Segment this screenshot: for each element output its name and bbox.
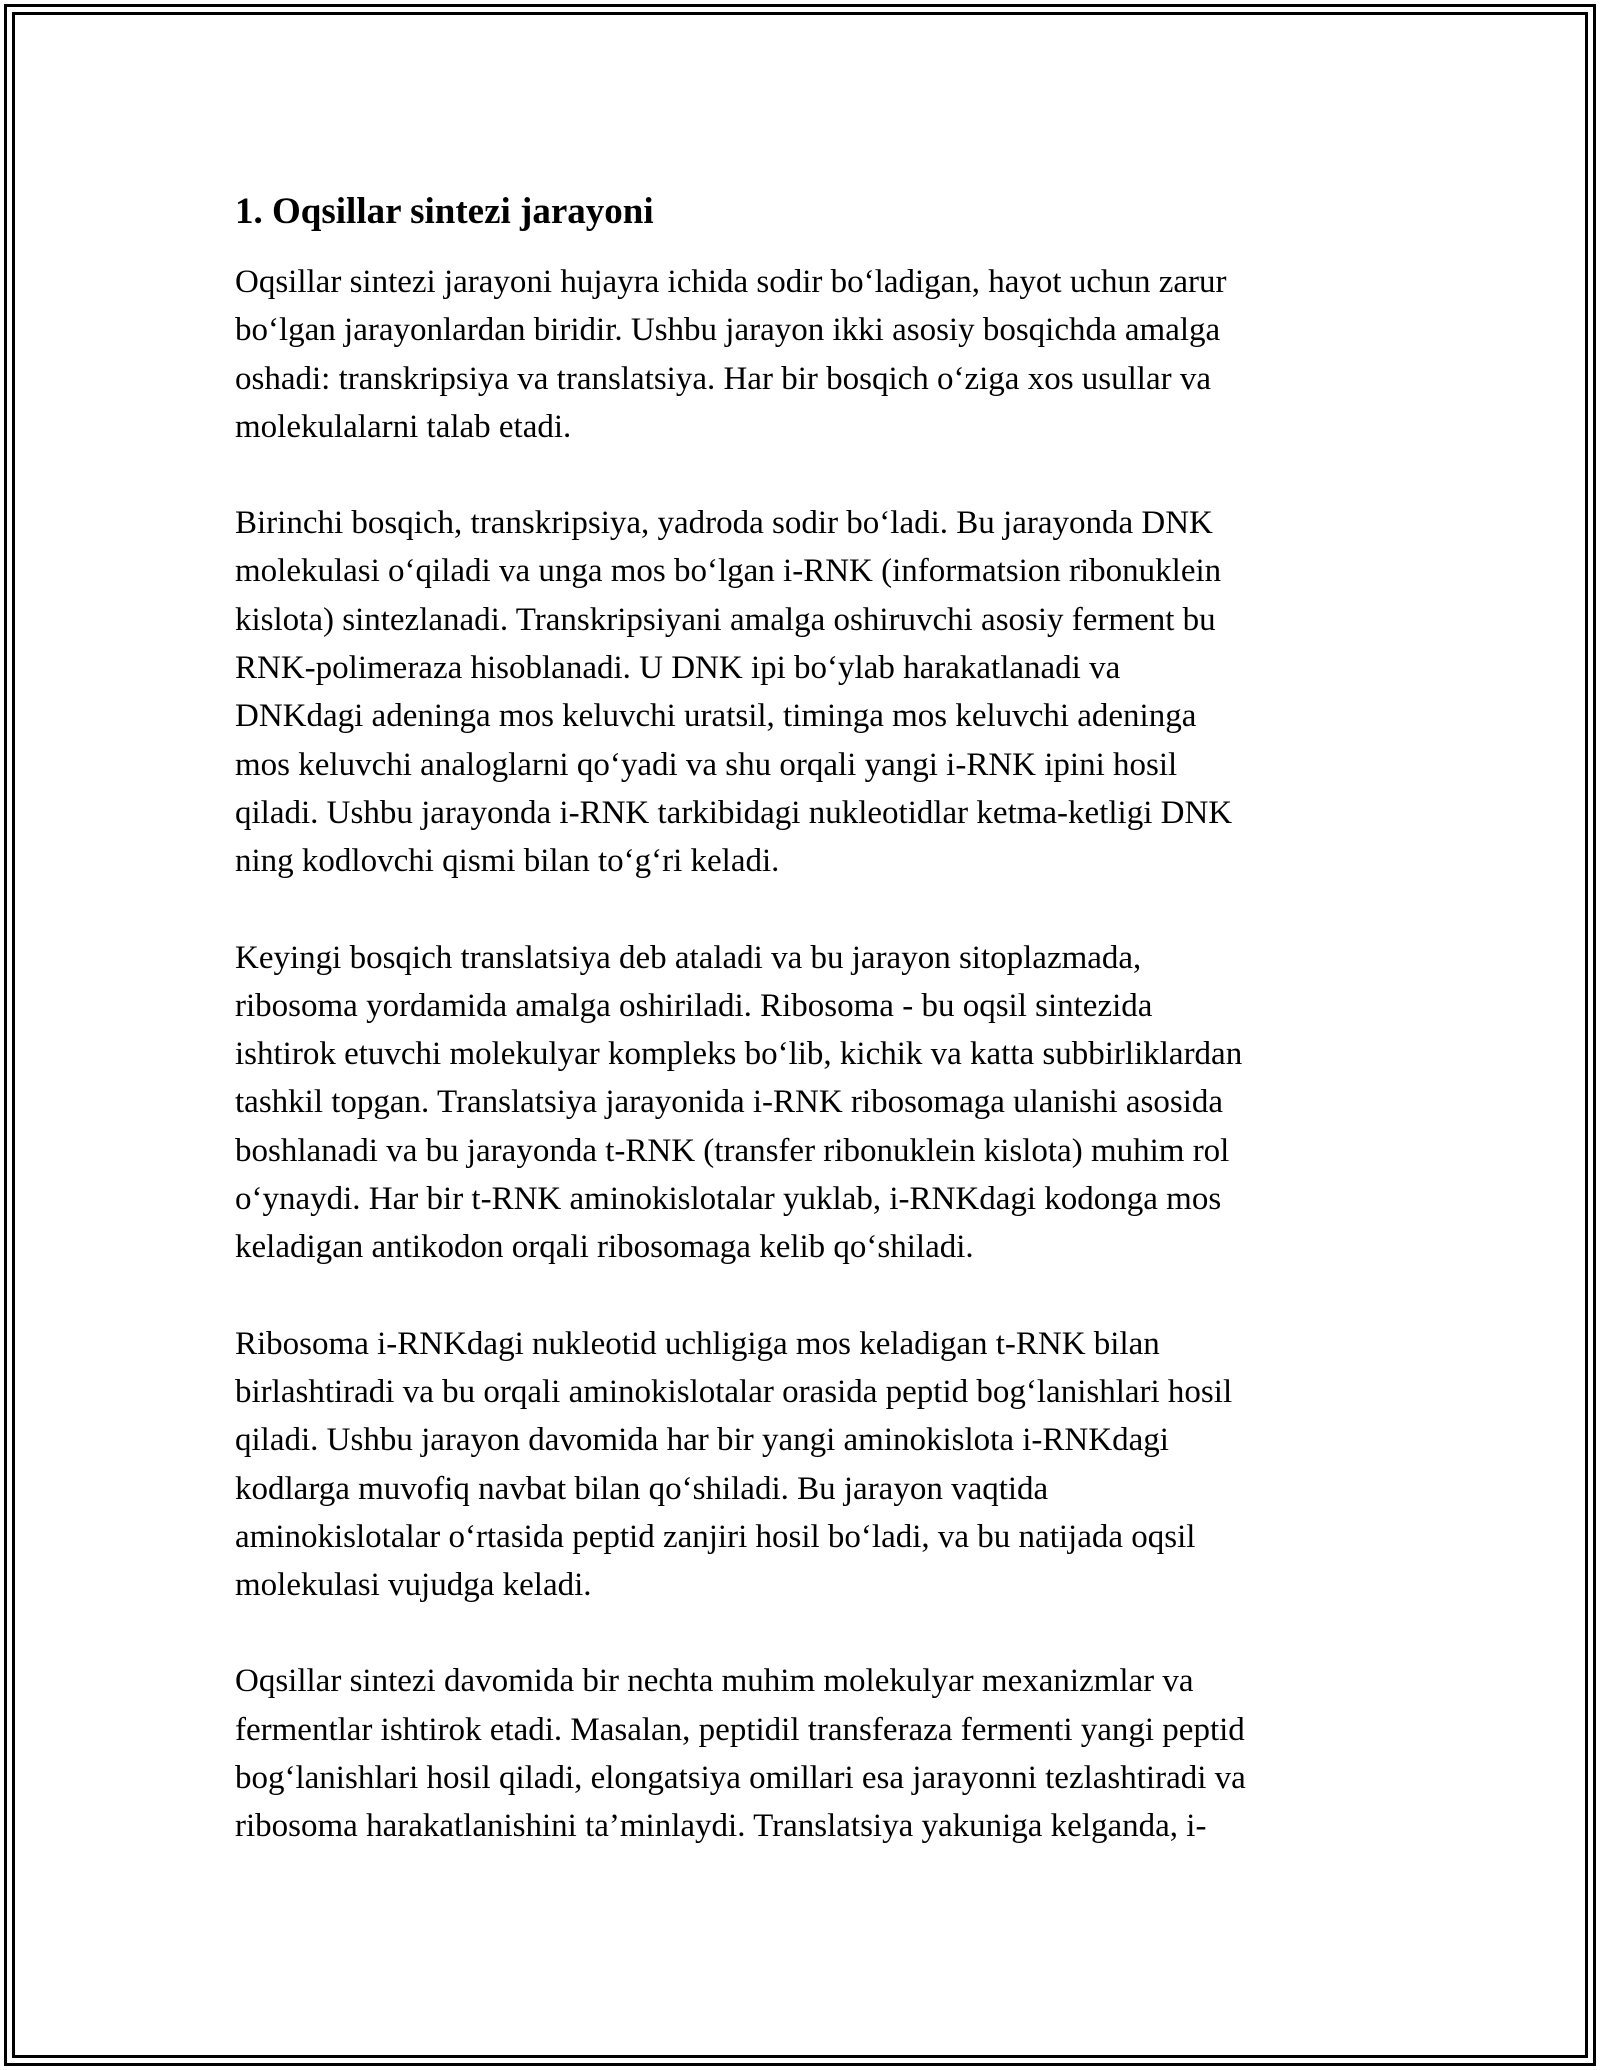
text-line: oshadi: transkripsiya va translatsiya. Har bir bosqich o‘ziga xos usullar va [235,360,1212,397]
paragraph-1 [235,258,1380,451]
text-line: mos keluvchi analoglarni qo‘yadi va shu orqali yangi i-RNK ipini hosil [235,746,1178,783]
text-line: qiladi. Ushbu jarayon davomida har bir yangi aminokislota i-RNKdagi [235,1422,1169,1459]
text-line: ishtirok etuvchi molekulyar kompleks bo‘lib, kichik va katta subbirliklardan [235,1036,1243,1073]
text-line: Oqsillar sintezi davomida bir nechta muhim molekulyar mexanizmlar va [235,1663,1194,1700]
text-line: Birinchi bosqich, transkripsiya, yadroda sodir bo‘ladi. Bu jarayonda DNK [235,505,1213,542]
text-line: Oqsillar sintezi jarayoni hujayra ichida sodir bo‘ladigan, hayot uchun zarur [235,264,1227,300]
section-heading: 1. Oqsillar sintezi jarayoni [235,191,654,232]
text-line: fermentlar ishtirok etadi. Masalan, peptidil transferaza fermenti yangi peptid [235,1711,1245,1748]
text-line: bog‘lanishlari hosil qiladi, elongatsiya omillari esa jarayonni tezlashtiradi va [235,1760,1246,1797]
text-line: qiladi. Ushbu jarayonda i-RNK tarkibidagi nukleotidlar ketma-ketligi DNK [235,794,1233,831]
text-line: birlashtiradi va bu orqali aminokislotalar orasida peptid bog‘lanishlari hosil [235,1373,1233,1410]
paragraph-3 [235,934,1380,1272]
text-line: aminokislotalar o‘rtasida peptid zanjiri hosil bo‘ladi, va bu natijada oqsil [235,1518,1196,1555]
text-line: keladigan antikodon orqali ribosomaga kelib qo‘shiladi. [235,1229,974,1266]
text-line: kislota) sintezlanadi. Transkripsiyani amalga oshiruvchi asosiy ferment bu [235,601,1216,638]
text-line: boshlanadi va bu jarayonda t-RNK (transfer ribonuklein kislota) muhim rol [235,1132,1230,1169]
paragraph-2 [235,499,1380,885]
text-line: ribosoma harakatlanishini ta’minlaydi. Translatsiya yakuniga kelganda, i- [235,1808,1207,1845]
text-line: Keyingi bosqich translatsiya deb ataladi va bu jarayon sitoplazmada, [235,939,1142,976]
text-line: DNKdagi adeninga mos keluvchi uratsil, timinga mos keluvchi adeninga [235,698,1197,735]
text-line: ribosoma yordamida amalga oshiriladi. Ribosoma - bu oqsil sintezida [235,987,1153,1024]
text-line: molekulasi vujudga keladi. [235,1567,592,1604]
text-line: molekulalarni talab etadi. [235,408,572,445]
text-line: ning kodlovchi qismi bilan to‘g‘ri keladi. [235,843,780,880]
text-line: o‘ynaydi. Har bir t-RNK aminokislotalar yuklab, i-RNKdagi kodonga mos [235,1181,1222,1218]
text-line: RNK-polimeraza hisoblanadi. U DNK ipi bo‘ylab harakatlanadi va [235,650,1121,687]
text-line: tashkil topgan. Translatsiya jarayonida i-RNK ribosomaga ulanishi asosida [235,1084,1224,1121]
text-line: Ribosoma i-RNKdagi nukleotid uchligiga mos keladigan t-RNK bilan [235,1325,1160,1362]
text-line: kodlarga muvofiq navbat bilan qo‘shiladi. Bu jarayon vaqtida [235,1470,1049,1507]
paragraph-4 [235,1320,1380,1610]
document-body [235,188,1380,1899]
paragraph-5 [235,1657,1380,1850]
text-line: molekulasi o‘qiladi va unga mos bo‘lgan i-RNK (informatsion ribonuklein [235,553,1222,590]
text-line: bo‘lgan jarayonlardan biridir. Ushbu jarayon ikki asosiy bosqichda amalga [235,312,1221,349]
